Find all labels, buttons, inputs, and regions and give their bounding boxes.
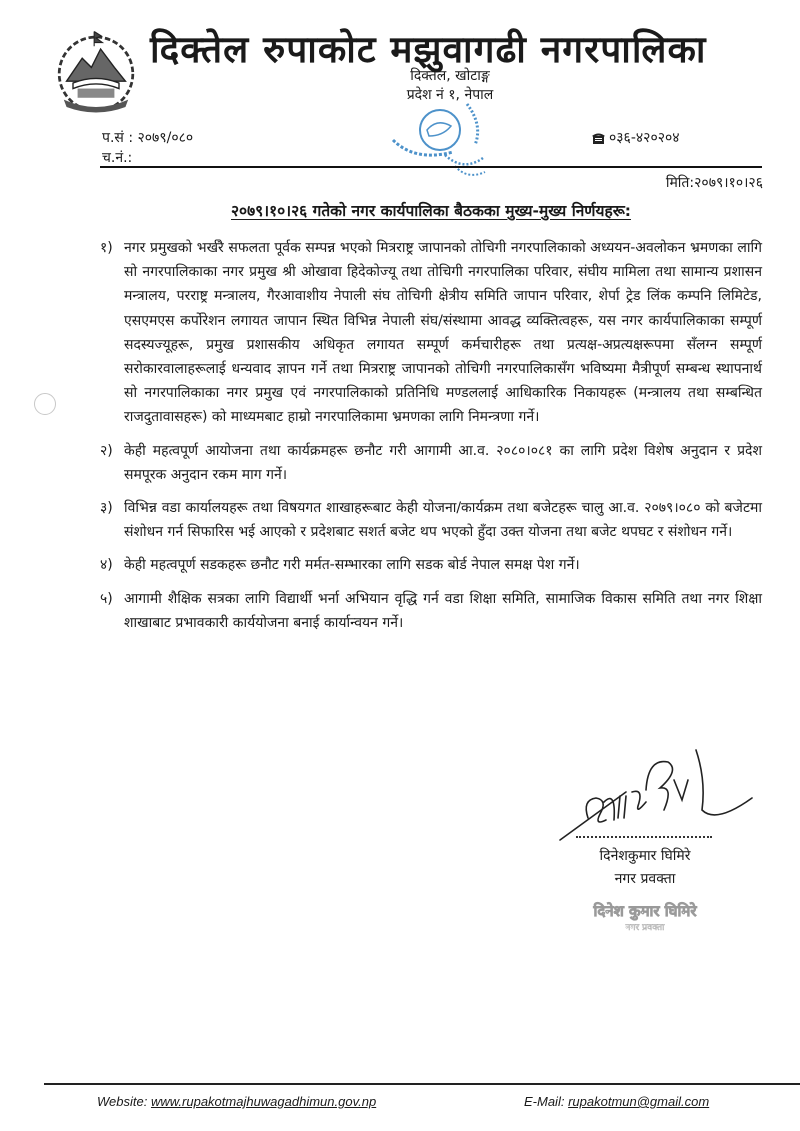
email-link[interactable]: rupakotmun@gmail.com (568, 1094, 710, 1109)
website-label: Website: (97, 1094, 148, 1109)
signatory-name: दिनेशकुमार घिमिरे (599, 848, 691, 864)
municipality-title: दिक्तेल रुपाकोट मझुवागढी नगरपालिका (150, 28, 707, 71)
nepal-emblem-icon (50, 26, 142, 118)
decision-number: ५) (100, 590, 113, 607)
decision-item (100, 439, 762, 487)
decision-text: नगर प्रमुखको भर्खरै सफलता पूर्वक सम्पन्न भएको मित्रराष्ट्र जापानको तोचिगी नगरपालिकाको अध्ययन-अवलोकन भ्रमणका लागि सो नगरपालिकाका नगर प्रमुख श्री ओखावा हिदेकोज्यू तथा तोचिगी नगरपालिका परिवार, संघीय मामिला तथा सामान्य प्रशासन मन्त्रालय, परराष्ट्र मन्त्रालय, गैरआवाशीय नेपाली संघ तोचिगी क्षेत्रीय समिति जापान परिवार, शेर्पा ट्रेड लिंक कम्पनि लिमिटेड, एसएमएस कर्पोरेशन लगायत जापान स्थित विभिन्न नेपाली संघ/संस्थामा आवद्ध व्यक्तित्वहरू, यस नगर कार्यपालिकाका सम्पूर्ण सदस्यज्यूहरू, प्रमुख प्रशासकीय अधिकृत लगायत सम्पूर्ण कर्मचारीहरू तथा प्रत्यक्ष-अप्रत्यक्षरूपमा सँलग्न सम्पूर्ण सरोकारवालाहरूलाई धन्यवाद ज्ञापन गर्ने तथा मित्रराष्ट्र जापानको तोचिगी नगरपालिकासँग भविष्यमा मैत्रीपूर्ण सम्बन्ध स्थापनार्थ सो नगरपालिकाका नगर प्रमुख एवं नगरपालिकाको प्रतिनिधि मण्डललाई आधिकारिक निकायहरू (मन्त्रालय तथा सम्बन्धित राजदुतावासहरू) को माध्यमबाट हाम्रो नगरपालिकामा भ्रमणका लागि निमन्त्रणा गर्ने। (124, 240, 762, 426)
address-line-2: प्रदेश नं १, नेपाल (406, 87, 494, 103)
phone-number: ०३६-४२०२०४ (609, 130, 680, 146)
decision-text: केही महत्वपूर्ण सडकहरू छनौट गरी मर्मत-सम्भारका लागि सडक बोर्ड नेपाल समक्ष पेश गर्ने। (124, 557, 580, 574)
phone-number-block (592, 128, 680, 147)
decision-number: ४) (100, 557, 113, 574)
decision-item (100, 553, 762, 577)
header-divider (100, 166, 762, 168)
decision-item (100, 236, 762, 430)
decision-number: ३) (100, 500, 113, 517)
footer-website (97, 1094, 376, 1109)
letter-date: मिति:२०७९।१०।२६ (665, 175, 763, 191)
footer-divider (44, 1083, 800, 1085)
document-heading-text: २०७९।१०।२६ गतेको नगर कार्यपालिका बैठकका मुख्य-मुख्य निर्णयहरू: (231, 202, 631, 220)
website-link[interactable]: www.rupakotmajhuwagadhimun.gov.np (150, 1094, 377, 1109)
decision-text: विभिन्न वडा कार्यालयहरू तथा विषयगत शाखाहरूबाट केही योजना/कार्यक्रम तथा बजेटहरू चालु आ.व. २०७९।०८० को बजेटमा संशोधन गर्न सिफारिस भई आएको र प्रदेशबाट सशर्त बजेट थप भएको हुँदा उक्त योजना तथा बजेट थपघट र संशोधन गर्ने। (124, 500, 762, 541)
email-label: E-Mail: (524, 1094, 565, 1109)
name-stamp: दिनेश कुमार घिमिरे (593, 902, 697, 920)
municipality-seal-icon (385, 100, 500, 185)
decision-number: २) (100, 442, 113, 459)
decision-number: १) (100, 240, 113, 256)
dispatch-number: च.नं.: (102, 150, 133, 166)
decision-text: आगामी शैक्षिक सत्रका लागि विद्यार्थी भर्ना अभियान वृद्धि गर्न वडा शिक्षा समिति, सामाजिक विकास समिति तथा नगर शिक्षा शाखाबाट प्रभावकारी कार्ययोजना बनाई कार्यान्वयन गर्ने। (124, 590, 762, 631)
punch-hole-mark (34, 393, 56, 415)
decision-item (100, 587, 762, 635)
decision-list (100, 236, 762, 644)
reference-number: प.सं : २०७९/०८० (102, 130, 194, 146)
decision-item (100, 496, 762, 544)
signature-line (576, 836, 712, 838)
telephone-icon (592, 132, 605, 144)
decision-text: केही महत्वपूर्ण आयोजना तथा कार्यक्रमहरू छनौट गरी आगामी आ.व. २०८०।०८१ का लागि प्रदेश विशेष अनुदान र प्रदेश समपूरक अनुदान रकम माग गर्ने। (124, 442, 762, 483)
title-stamp: नगर प्रवक्ता (625, 923, 665, 933)
address-line-1: दिक्तेल, खोटाङ्ग (410, 68, 490, 84)
footer-email (524, 1094, 709, 1109)
signatory-title: नगर प्रवक्ता (614, 871, 676, 887)
document-heading (100, 199, 762, 221)
